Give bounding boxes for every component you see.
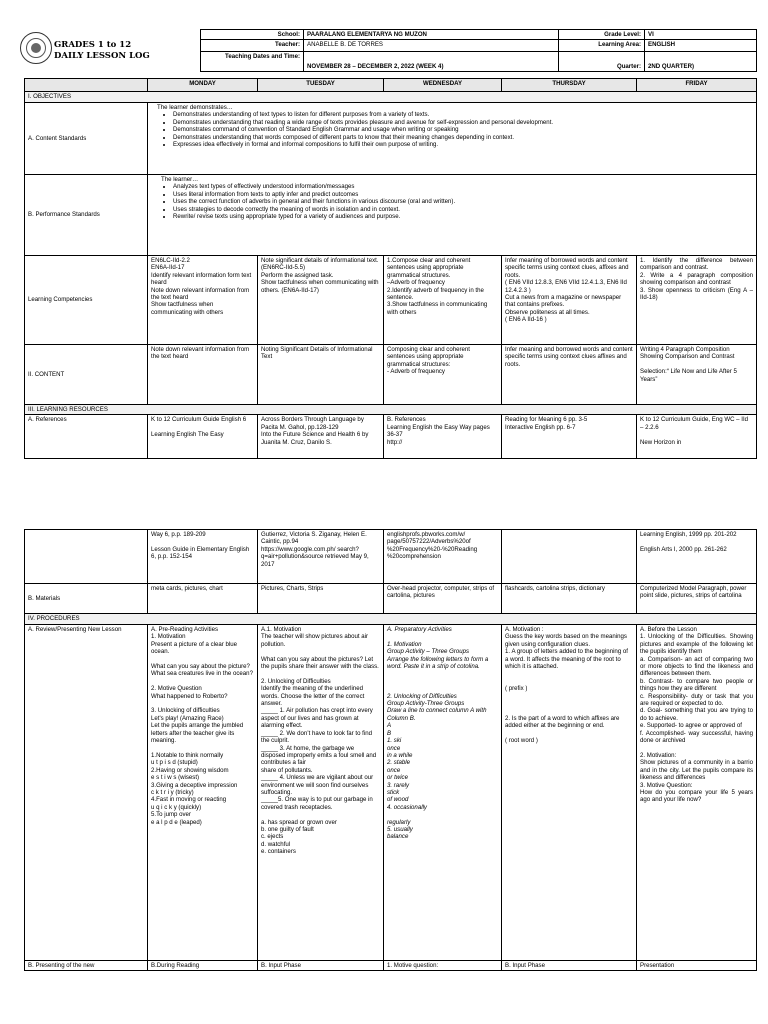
- list-item: • Rewrite/ revise texts using appropriate typed for a variety of audiences and purpose.: [173, 213, 753, 220]
- list-item: • Analyzes text types of effectively understood information/messages: [173, 183, 753, 190]
- content-standards-label: A. Content Standards: [25, 103, 148, 175]
- reference-cell: Gutierrez, Victoria S. Ziganay, Helen E. Caintic, pp.94 https://www.google.com.ph/ search?q=air+pollution&source retrieved May 9, 2017: [258, 530, 384, 584]
- teacher-value: ANABELLE B. DE TORRES: [304, 40, 559, 52]
- learning-area-label: Learning Area:: [559, 40, 645, 52]
- content-cell: Note down relevant information from the text heard: [148, 345, 258, 405]
- materials-cell: Pictures, Charts, Strips: [258, 584, 384, 614]
- day-header: TUESDAY: [258, 79, 384, 92]
- presenting-cell: B. Input Phase: [258, 961, 384, 971]
- section-learning-resources: III. LEARNING RESOURCES: [25, 405, 757, 415]
- competency-cell: 1. Identify the difference between comparison and contrast. 2. Write a 4 paragraph composition showing comparison and contrast 3. Show openness to criticism (Eng A – IId-18): [637, 256, 757, 345]
- list-item: • Demonstrates understanding of text types to listen for different purposes from a variety of texts.: [173, 111, 753, 118]
- reference-cell: Way 6, p.p. 189-209 Lesson Guide in Elementary English 6, p.p. 152-154: [148, 530, 258, 584]
- procedure-cell: A. Pre-Reading Activities 1. Motivation Present a picture of a clear blue ocean. What can you say about the picture? What sea creatures live in the ocean? 2. Motive Question What happened to Roberto? 3. Unlocking of difficulties Let's play! (Amazing Race) Let the pupils arrange the jumbled letters after the teacher give its meaning. 1.Notable to think normally u t p i s d (stupid) 2.Having or showing wisdom e s t i w s (wisest) 3.Giving a deceptive impression c k t r i y (tricky) 4.Fast in moving or reacting u q i c k y (quickly) 5.To jump over e a l p d e (leaped): [148, 625, 258, 961]
- content-standards-intro: The learner demonstrates…: [157, 104, 233, 111]
- quarter-value: 2ND QUARTER): [645, 52, 757, 72]
- materials-cell: flashcards, cartolina strips, dictionary: [502, 584, 637, 614]
- list-item: • Uses literal information from texts to aptly infer and predict outcomes: [173, 191, 753, 198]
- school-label: School:: [201, 30, 304, 40]
- presenting-cell: B.During Reading: [148, 961, 258, 971]
- performance-standards-label: B. Performance Standards: [25, 175, 148, 256]
- learning-area-value: ENGLISH: [645, 40, 757, 52]
- performance-standards-list: [151, 183, 753, 220]
- list-item: • Demonstrates understanding that reading a wide range of texts provides pleasure and avenue for self-expression and personal development.: [173, 119, 753, 126]
- dll-title-line2: DAILY LESSON LOG: [54, 51, 150, 61]
- grade-value: VI: [645, 30, 757, 40]
- competency-cell: 1.Compose clear and coherent sentences using appropriate grammatical structures. –Adverb of frequency 2.Identify adverb of frequency in the sentence. 3.Show tactfulness in communicating with others: [384, 256, 502, 345]
- content-cell: Infer meaning and borrowed words and content specific terms using context clues affixes and roots.: [502, 345, 637, 405]
- presenting-cell: 1. Motive question:: [384, 961, 502, 971]
- reference-cell: K to 12 Curriculum Guide, Eng WC – IId – 2.2.6 New Horizon in: [637, 415, 757, 459]
- performance-standards-intro: The learner…: [161, 176, 199, 183]
- procedure-cell: A. Motivation : Guess the key words based on the meanings given using configuration clues. 1. A group of letters added to the beginning of a word. It affects the meaning of the root to which it is attached. ( prefix ) 2. Is the part of a word to which affixes are added either at the beginning or end. ( root word ): [502, 625, 637, 961]
- list-item: • Demonstrates command of convention of Standard English Grammar and usage when writing or speaking: [173, 126, 753, 133]
- grade-label: Grade Level:: [559, 30, 645, 40]
- teacher-label: Teacher:: [201, 40, 304, 52]
- competency-cell: EN6LC-IId-2.2 EN6A-IId-17 Identify relevant information form text heard Note down relevant information from the text heard Show tactfulness when communicating with others: [148, 256, 258, 345]
- quarter-label: Quarter:: [559, 52, 645, 72]
- day-header: MONDAY: [148, 79, 258, 92]
- dll-title-line1: GRADES 1 to 12: [54, 40, 132, 50]
- references-label: A. References: [25, 415, 148, 459]
- presenting-label: B. Presenting of the new: [25, 961, 148, 971]
- references-continued-label: [25, 530, 148, 584]
- day-header: FRIDAY: [637, 79, 757, 92]
- reference-cell: Across Borders Through Language by Pacita M. Gahol, pp.128-129 Into the Future Science and Health 6 by Juanita M. Cruz, Danilo S.: [258, 415, 384, 459]
- list-item: • Uses strategies to decode correctly the meaning of words in isolation and in context.: [173, 206, 753, 213]
- materials-cell: meta cards, pictures, chart: [148, 584, 258, 614]
- dates-label: Teaching Dates and Time:: [201, 52, 304, 72]
- procedure-cell: A.1. Motivation The teacher will show pictures about air pollution. What can you say about the pictures? Let the pupils share their answer with the class. 2. Unlocking of Difficulties Identify the meaning of the underlined words. Choose the letter of the correct answer. _____ 1. Air pollution has crept into every aspect of our lives and has grown at alarming effect. _____ 2. We don’t have to look far to find the culprit. _____ 3. At home, the garbage we disposed improperly emits a foul smell and contributes a fair share of pollutants. _____ 4. Unless we are vigilant about our environment we will soon find ourselves suffocating. _____5. One way is to put our garbage in covered trash receptacles. a. has spread or grown over b. one guilty of fault c. ejects d. watchful e. containers: [258, 625, 384, 961]
- procedure-cell: A. Preparatory Activities 1. Motivation Group Activity – Three Groups Arrange the following letters to form a word. Paste it in a strip of cotolina. 2. Unlocking of Difficulties Group Activity-Three Groups Draw a line to connect column A with Column B. A B 1. ski once in a while 2. stable once or twice 3. rarely stick of wood 4. occasionally regularly 5. usually balance: [384, 625, 502, 961]
- learning-competencies-label: Learning Competencies: [25, 256, 148, 345]
- reference-cell: B. References Learning English the Easy Way pages 36-37 http://: [384, 415, 502, 459]
- header-table: [200, 29, 757, 72]
- dates-value: NOVEMBER 28 – DECEMBER 2, 2022 (WEEK 4): [304, 52, 559, 72]
- presenting-cell: B. Input Phase: [502, 961, 637, 971]
- content-label: II. CONTENT: [25, 345, 148, 405]
- procedure-cell: A. Before the Lesson 1. Unlocking of the Difficulties. Showing pictures and example of the following let the pupils identify them a. Comparison- an act of comparing two or more objects to find the likeness and differences between them. b. Contrast- to compare two people or things how they are different c. Responsibility- duty or task that you are required or expected to do. d. Goal- something that you are trying to do to achieve. e. Supported- to agree or approved of f. Accomplished- way successful, having done or archived 2. Motivation: Show pictures of a community in a barrio and in the city. Let the pupils compare its likeness and differences 3. Motive Question: How do you compare your life 5 years ago and your life now?: [637, 625, 757, 961]
- lesson-log-page2: [24, 529, 757, 971]
- content-cell: Writing 4 Paragraph Composition Showing Comparison and Contrast Selection:“ Life Now and Life After 5 Years”: [637, 345, 757, 405]
- list-item: • Demonstrates understanding that words composed of different parts to know that their meaning changes depending in context.: [173, 134, 753, 141]
- list-item: • Expresses idea effectively in formal and informal compositions to fulfil their own purpose of writing.: [173, 141, 753, 148]
- materials-cell: Computerized Model Paragraph, power point slide, pictures, strips of cartolina: [637, 584, 757, 614]
- materials-cell: Over-head projector, computer, strips of cartolina, pictures: [384, 584, 502, 614]
- deped-seal-logo: [20, 32, 52, 64]
- reference-cell: Reading for Meaning 6 pp. 3-5 Interactive English pp. 6-7: [502, 415, 637, 459]
- review-label: A. Review/Presenting New Lesson: [25, 625, 148, 961]
- presenting-cell: Presentation: [637, 961, 757, 971]
- content-standards: [148, 103, 757, 175]
- lesson-log-page1: [24, 78, 757, 459]
- content-cell: Composing clear and coherent sentences using appropriate grammatical structures: - Adverb of frequency: [384, 345, 502, 405]
- day-header: WEDNESDAY: [384, 79, 502, 92]
- reference-cell: Learning English, 1999 pp. 201-202 English Arts I, 2000 pp. 261-262: [637, 530, 757, 584]
- day-header: THURSDAY: [502, 79, 637, 92]
- competency-cell: Infer meaning of borrowed words and content specific terms using context clues, affixes and roots. ( EN6 VIId 12.8.3, EN6 VIId 12.4.1.3, EN6 IId 12.4.2.3 ) Cut a news from a magazine or newspaper that contains prefixes. Observe politeness at all times. ( EN6 A IId-16 ): [502, 256, 637, 345]
- section-procedures: IV. PROCEDURES: [25, 614, 757, 625]
- school-value: PAARALANG ELEMENTARYA NG MUZON: [304, 30, 559, 40]
- list-item: • Uses the correct function of adverbs in general and their functions in various discourse (oral and written).: [173, 198, 753, 205]
- content-cell: Noting Significant Details of Informational Text: [258, 345, 384, 405]
- reference-cell: K to 12 Curriculum Guide English 6 Learning English The Easy: [148, 415, 258, 459]
- materials-label: B. Materials: [25, 584, 148, 614]
- performance-standards: [148, 175, 757, 256]
- section-objectives: I. OBJECTIVES: [25, 92, 757, 103]
- reference-cell: [502, 530, 637, 584]
- reference-cell: englishprofs.pbworks.com/w/ page/50757222/Adverbs%20of %20Frequency%20-%20Reading %20comprehension: [384, 530, 502, 584]
- corner-cell: [25, 79, 148, 92]
- content-standards-list: [151, 111, 753, 148]
- competency-cell: Note significant details of informational text. (EN6RC-IId-5.5) Perform the assigned task. Show tactfulness when communicating with others. (EN6A-IId-17): [258, 256, 384, 345]
